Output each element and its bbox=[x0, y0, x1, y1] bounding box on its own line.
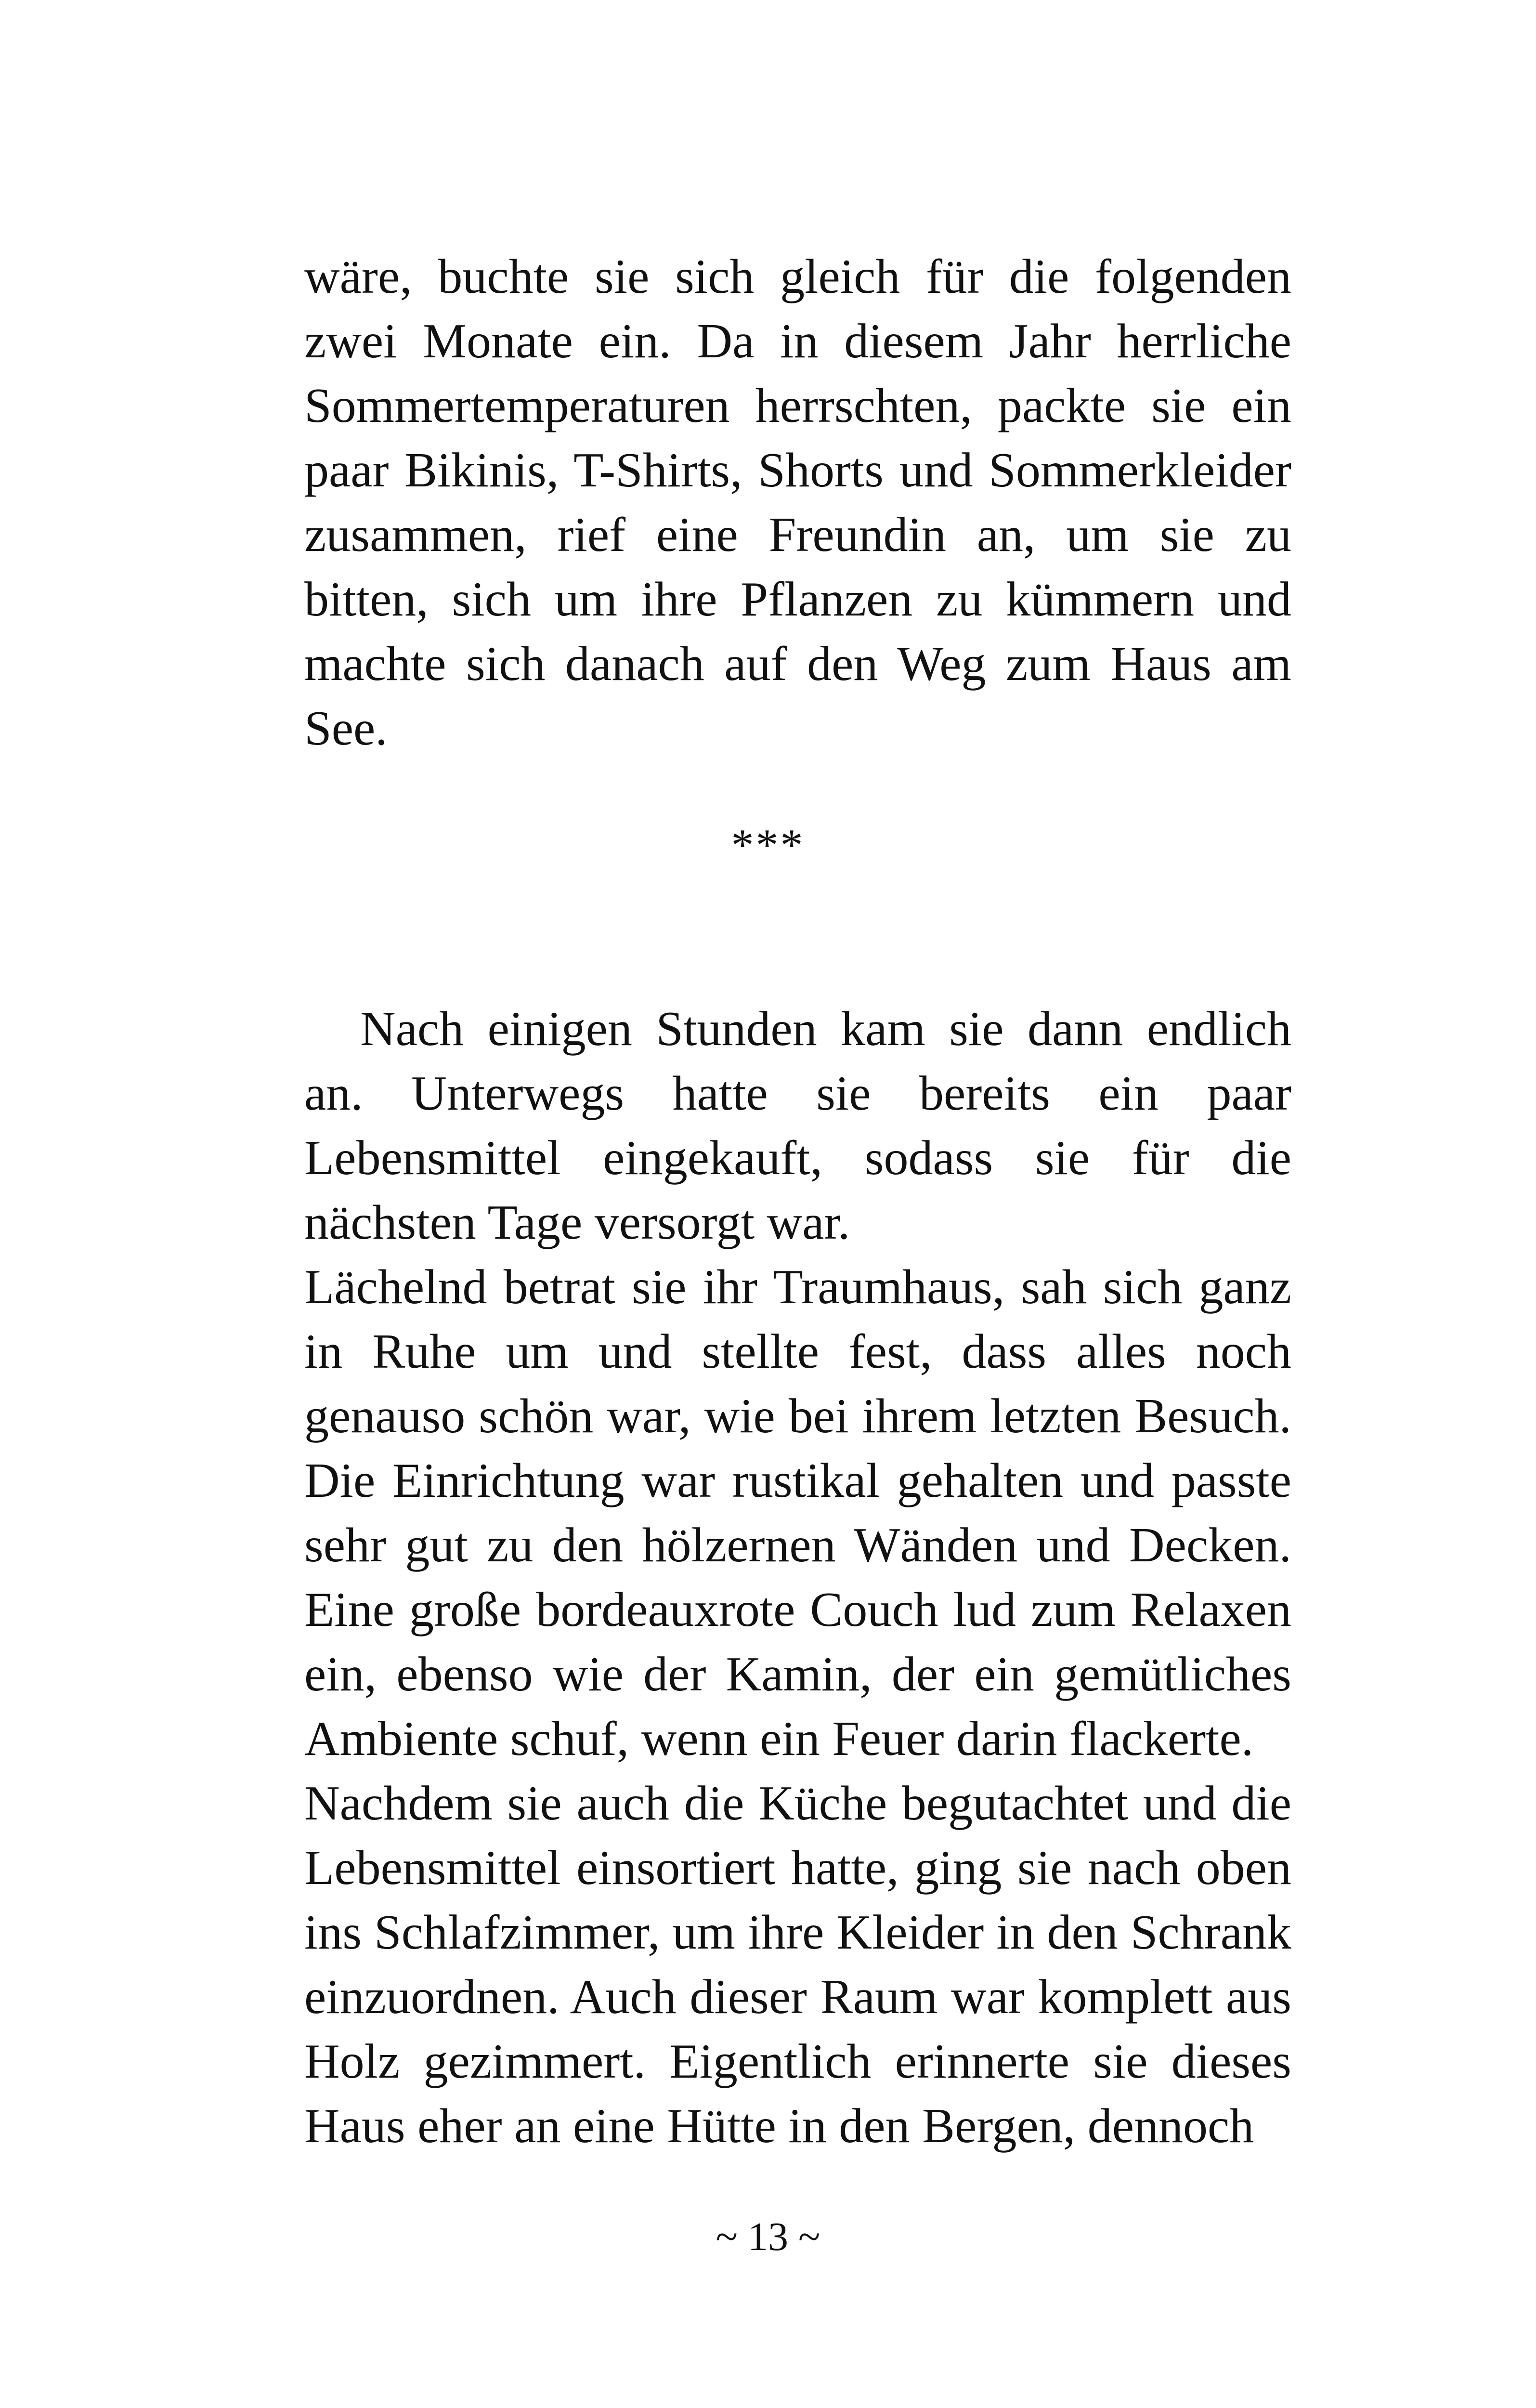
body-text-top bbox=[304, 245, 1291, 761]
body-text-main bbox=[304, 997, 1291, 2159]
paragraph: wäre, buchte sie sich gleich für die folgenden zwei Monate ein. Da in diesem Jahr herrliche Sommertemperaturen herrschten, packte sie ein paar Bikinis, T-Shirts, Shorts und Sommerkleider zusammen, rief eine Freundin an, um sie zu bitten, sich um ihre Pflanzen zu kümmern und machte sich danach auf den Weg zum Haus am See. bbox=[304, 249, 1291, 756]
paragraph: Nachdem sie auch die Küche begutachtet und die Lebensmittel einsortiert hatte, ging sie nach oben ins Schlafzimmer, um ihre Kleider in den Schrank einzuordnen. Auch dieser Raum war komplett aus Holz gezimmert. Eigentlich erinnerte sie dieses Haus eher an eine Hütte in den Bergen, dennoch bbox=[304, 1776, 1291, 2153]
paragraph: Lächelnd betrat sie ihr Traumhaus, sah sich ganz in Ruhe um und stellte fest, dass alles noch genauso schön war, wie bei ihrem letzten Besuch. Die Einrichtung war rustikal gehalten und passte sehr gut zu den hölzernen Wänden und Decken. Eine große bordeauxrote Couch lud zum Relaxen ein, ebenso wie der Kamin, der ein gemütliches Ambiente schuf, wenn ein Feuer darin flackerte. bbox=[304, 1260, 1291, 1766]
page-number: ~ 13 ~ bbox=[716, 2214, 820, 2259]
scene-separator: *** bbox=[731, 820, 805, 870]
paragraph: Nach einigen Stunden kam sie dann endlich an. Unterwegs hatte sie bereits ein paar Lebensmittel eingekauft, sodass sie für die nächsten Tage versorgt war. bbox=[304, 1002, 1291, 1250]
